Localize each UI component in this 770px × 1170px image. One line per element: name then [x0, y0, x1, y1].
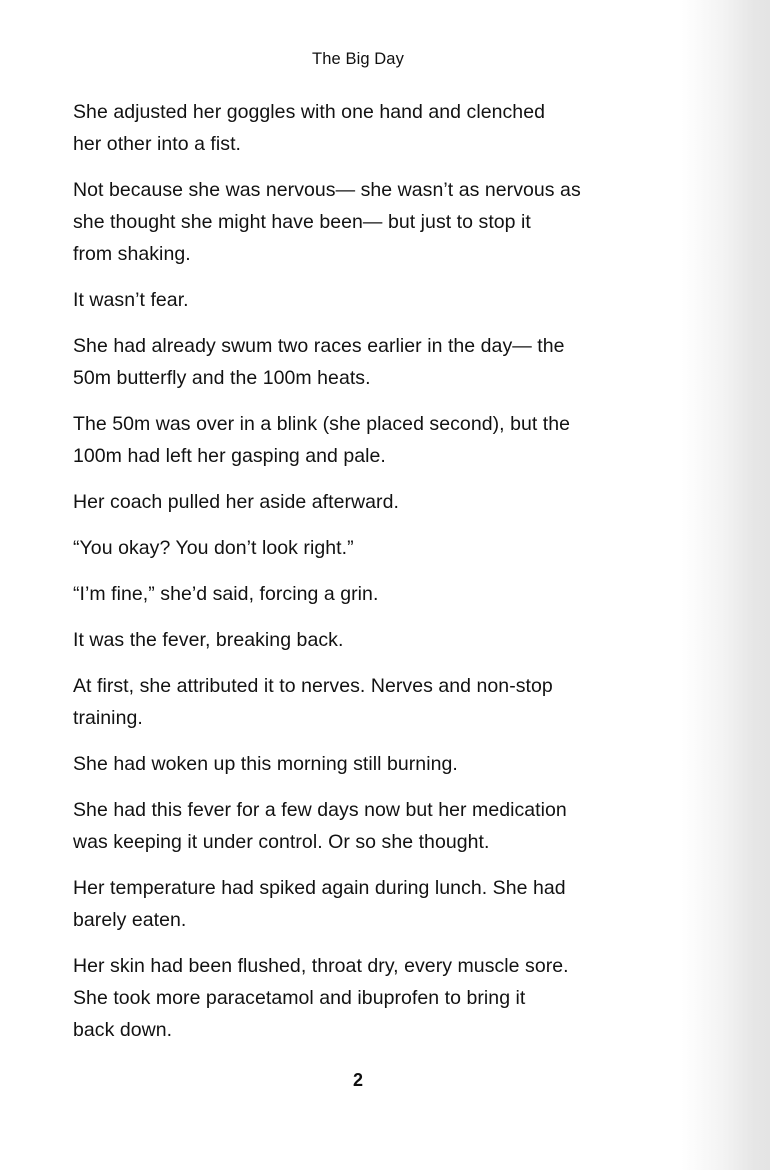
body-text	[73, 96, 649, 1046]
paragraph	[73, 794, 649, 858]
paragraph	[73, 330, 649, 394]
paragraph	[73, 872, 649, 936]
paragraph	[73, 532, 649, 564]
paragraph	[73, 174, 649, 270]
text-line: back down.	[73, 1019, 173, 1041]
text-line: She had woken up this morning still burning.	[73, 753, 458, 775]
text-line: Her temperature had spiked again during lunch. She had	[73, 877, 566, 899]
text-line: was keeping it under control. Or so she thought.	[73, 831, 490, 853]
paragraph	[73, 486, 649, 518]
text-line: she thought she might have been— but just to stop it	[73, 211, 531, 233]
text-line: She had already swum two races earlier in the day— the	[73, 335, 565, 357]
text-line: 100m had left her gasping and pale.	[73, 445, 386, 467]
text-line: barely eaten.	[73, 909, 187, 931]
paragraph	[73, 96, 649, 160]
paragraph	[73, 284, 649, 316]
text-line: She took more paracetamol and ibuprofen to bring it	[73, 987, 526, 1009]
text-line: Not because she was nervous— she wasn’t as nervous as	[73, 179, 581, 201]
text-line: She adjusted her goggles with one hand and clenched	[73, 101, 545, 123]
text-line: Her coach pulled her aside afterward.	[73, 491, 399, 513]
paragraph	[73, 670, 649, 734]
text-line: from shaking.	[73, 243, 191, 265]
paragraph	[73, 624, 649, 656]
text-line: It was the fever, breaking back.	[73, 629, 344, 651]
text-line: She had this fever for a few days now but her medication	[73, 799, 567, 821]
text-line: 50m butterfly and the 100m heats.	[73, 367, 371, 389]
book-title: The Big Day	[312, 50, 404, 68]
text-line: The 50m was over in a blink (she placed second), but the	[73, 413, 571, 435]
page-number: 2	[352, 1070, 363, 1090]
text-line: It wasn’t fear.	[73, 289, 189, 311]
text-line: “You okay? You don’t look right.”	[73, 537, 354, 559]
text-line: her other into a fist.	[73, 133, 242, 155]
text-line: Her skin had been flushed, throat dry, every muscle sore.	[73, 955, 569, 977]
text-line: training.	[73, 707, 143, 729]
paragraph	[73, 578, 649, 610]
paragraph	[73, 950, 649, 1046]
text-line: “I’m fine,” she’d said, forcing a grin.	[73, 583, 379, 605]
text-line: At first, she attributed it to nerves. Nerves and non-stop	[73, 675, 553, 697]
paragraph	[73, 408, 649, 472]
paragraph	[73, 748, 649, 780]
